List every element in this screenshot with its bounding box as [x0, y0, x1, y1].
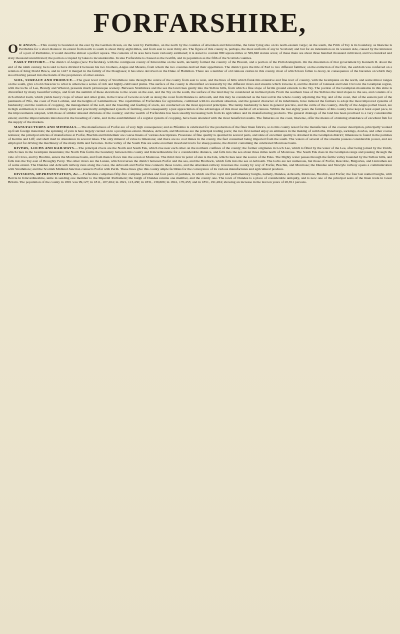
- paragraph-intro: [8, 43, 392, 60]
- paragraph-manufactures: [8, 125, 392, 146]
- paragraph-lead: SOIL, SURFACE AND PRODUCE.: [14, 77, 74, 82]
- paragraph-text: —The great level valley of Strathmore runs through the centre of the county from east to west, and the lines of hills which flank this extensive and fine tract of country, with the Grampians on the north, and some minor ranges on the south, give a bold character to what is otherwise a series of rich and highly-cultivated plains. The surface of the county is diversified occasionally by the different rivers and streams which traverse it, and the district of Glenesk and Glen Clova in the Grampian region, with the lochs of Lee, Brandy and Wharral, presents much picturesque scenery. Between Strathmore and the sea the land rises gently into the Sidlaw hills, from which a fine slope of fertile ground extends to the Tay. The portion of the Grampian mountains in this shire is diversified by many beautiful valleys, and from the summit of these elevations to the ocean on the east, and the Tay on the south, the surface of the land may be considered an inclined plain. From the southern base of the Sidlaws the land slopes to the sea, and consists of a rich alluvial loam, which yields heavy crops of wheat and other grain, in the Carse of Gowrie as well as along the coast from Dundee to Arbroath, and this may be considered as the best soil in the whole county adjoining the Tay, and of the coast, that of the eastern part of the peninsula of Fife, the coast of East Lothian, and the heights of Lammermoor. The capabilities of Forfarshire for agriculture, combined with its excellent situation, and the general character of its inhabitants, have induced the farmers to adopt the most improved systems of husbandry; and the rotation of cropping, the management of the soil, and the breeding and feeding of stock, are conducted on the most approved principles. The turnip husbandry is here in general practice, and the cattle of the country, chiefly of the Angus polled breed, are in high estimation; it now exhibits a lively spirit and practically enlightened system of farming, and consequently a just appreciation of the advantages of this most useful of all sciences. Within the last eighty years the farmers of this county have kept at least equal pace, in the improvements adopted, with those of similar situated divisions of the country; and the wealth of Forfarshire has been steadily increasing both from its agriculture and its manufacturing products. The general drainage of the land has been practised to a very considerable extent; and the improvements introduced in the breeding of cattle, and in the establishment of a regular system of cropping, have been attended with the most beneficial results. The fisheries on the coast, likewise, offer the means of obtaining abundance of excellent fish for the supply of the markets.: [8, 77, 392, 124]
- paragraph-lead: RIVERS, LOCHS AND RAILWAYS.: [14, 146, 76, 151]
- paragraph-text: —This county is bounded on the east by the German Ocean, on the west by Perthshire, on the north by the counties of Aberdeen and Kincardine, the latter lying also on its north-eastern verge; on the south, the Frith of Tay is its boundary, as likewise is Perthshire for a short distance: its extent from north to south is about thirty-eight miles, and from east to west thirty-six. The figure of this county is, perhaps, the most uniform of any in Scotland; and but for an indentation on its western side, caused by the intrusion of a part of Perthshire, it would describe almost a perfect square. The contents of its area have been variously estimated; it is stated to contain 890 square miles or 569,840 statute acres; of these there are about three hundred thousand cultivated, and two hundred and sixty thousand uncultivated; the portion occupied by lakes is inconsiderable. In size Forfarshire is classed as the twelfth, and in population as the fifth of the Scottish counties.: [8, 43, 393, 60]
- article-body: [8, 43, 392, 185]
- paragraph-lead: R ANGUS.: [19, 43, 38, 47]
- paragraph-rivers: [8, 146, 392, 171]
- paragraph-early-history: [8, 60, 392, 77]
- paragraph-lead: DIVISIONS, REPRESENTATION, &c.: [14, 172, 80, 177]
- county-title: FORFARSHIRE,: [93, 8, 307, 38]
- paragraph-text: —The principal rivers are the North and South Esk, which rise near each other on the northern confines of the county; the former originates in Loch Lee, which is filled by the water of the Lee, after being joined by the Unich, which rises in the Grampian mountains; the North Esk forms the boundary between this county and Kincardineshire for a considerable distance, and falls into the sea about three miles north of Montrose. The South Esk rises in the Grampian range and passing through the vale of Clova, and by Brechin, enters the Montrose basin, and from thence flows into the ocean at Montrose. The third river in point of size is the Isla, which rises near the source of the Esks. The Dighty water passes through the fertile valley bounded by the Sidlaw hills, and falls into the Tay east of Broughty Ferry. The other rivers are the Lunan, which traverses the district between Forfar and the sea, and the Brothock, which falls into the sea at Arbroath. The lochs are not numerous, but those of Forfar, Rescobie, Balgavies, and Lintrathen are of some extent. The Dundee and Arbroath railway runs along the coast, the Arbroath and Forfar line connects those towns, and the Aberdeen railway traverses the county by way of Forfar, Brechin, and Montrose; the Dundee and Newtyle railway opens a communication with Strathmore; and the Scottish Midland Junction connects Forfar with Perth. These lines give this county ample facilities for the conveyance of its various manufactures and agricultural produce.: [8, 146, 392, 172]
- paragraph-text: —Forfarshire comprises fifty-five complete parishes and four parts of parishes, in which are five royal and parliamentary burghs, namely, Dundee, Arbroath, Montrose, Brechin, and Forfar; the four last named burghs, with Bervie in Kincardineshire, unite in sending one member to the Imperial Parliament; the burgh of Dundee returns one member, and the county one. The town of Dundee is a place of considerable antiquity, and is now one of the principal seats of the linen trade in Great Britain. The population of the county in 1801 was 99,127; in 1811, 107,264; in 1821, 113,430; in 1831, 139,606; in 1841, 170,453; and in 1851, 191,264; showing an increase in the last ten years of 20,811 persons.: [8, 172, 393, 185]
- paragraph-lead: MANUFACTURES AND MINERALS.: [14, 124, 78, 129]
- paragraph-lead: EARLY HISTORY.: [14, 60, 47, 65]
- paragraph-text: —The district of Angus (now Forfarshire), with the contiguous county of Kincardine on the north, anciently formed the country of the Horesti, and a portion of the Pictish kingdom. On the dissolution of that government by Kenneth II. about the end of the ninth century, he is said to have divided it between his two brothers, Angus and Mearns, from whom the two counties derived their appellation. The district gave the title of Earl to two different families; on the extinction of the first, the earldom was conferred on a relation of King David Bruce, and in 1427 it merged in the family of the Douglases; it has since devolved on the Duke of Hamilton. There are a number of old ruinous castles in this county, most of which have fallen to decay, in consequence of the baronies on which they stood having passed into the hands of the proprietors of other estates.: [8, 60, 392, 78]
- paragraph-soil-surface: [8, 78, 392, 124]
- drop-cap: O: [8, 41, 19, 56]
- paragraph-text: —The manufactures of Forfar are of very high consequence; and as Fifeshire is celebrated for the production of the finer linen fabrics, so is this county noted for the manufacture of the coarser description, principally worked up from foreign materials; the spinning of yarn is here largely carried on in a prodigious extent. Dundee, Arbroath, and Montrose are the principal trading ports; the two first named enjoy an eminence in the making of sailcloths, Osnaburgs, sackings, dowlas, and other coarse textures; the principal articles of manufacture at Forfar, Brechin and Kirriemuir are coarse linens of various descriptions. Freestone of fine quality is quarried in several parts, and slate of excellent quality is obtained in the Grampian district; limestone is found in the parishes of Kettins and Liff; and shell marl in abundance in several lakes. The only mineral of value is limestone; and there are no coal mines in the county, the fuel consumed being imported from the south. The waters of several of the streams possess considerable power, and are employed for driving the machinery of the many mills and factories. In the valley of the South Esk are some excellent moorland tracts for sheep pasture, the district containing the celebrated Montrose basin.: [8, 124, 392, 146]
- paragraph-divisions: [8, 172, 392, 185]
